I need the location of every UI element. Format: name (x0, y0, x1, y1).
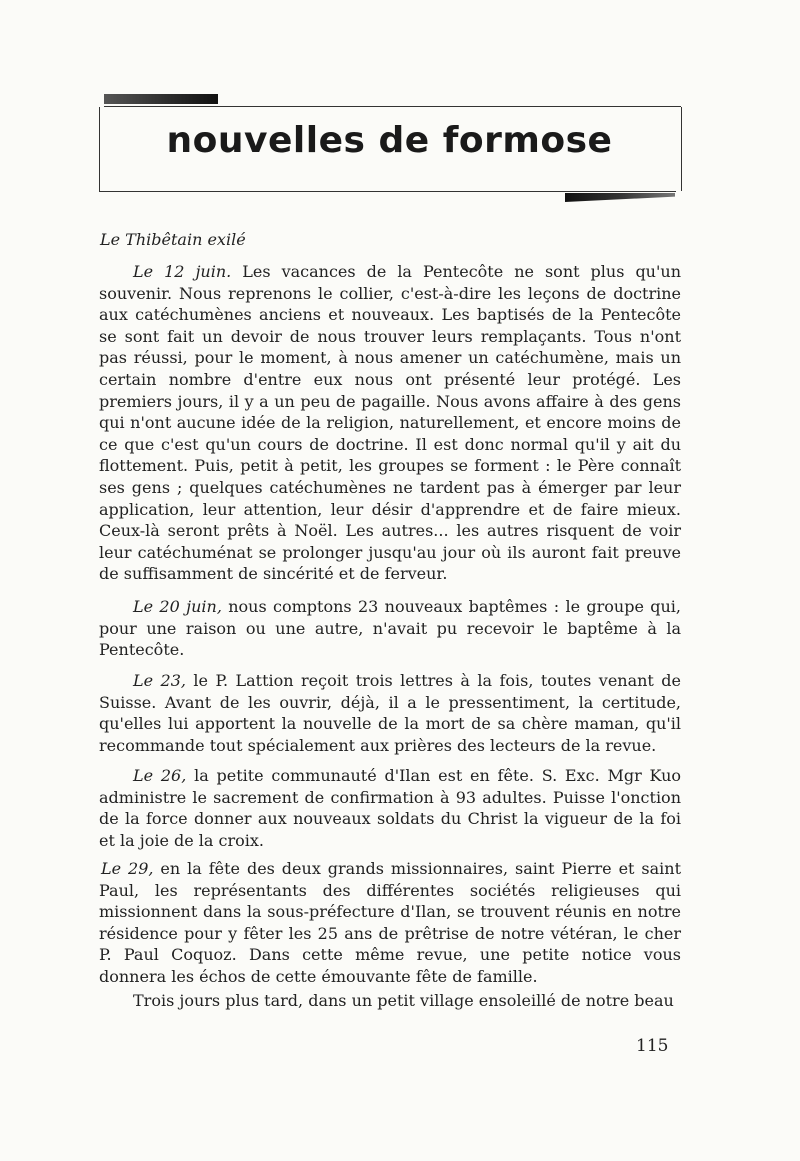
paragraph-trois-jours (99, 990, 681, 1012)
section-title: Le Thibêtain exilé (100, 230, 246, 249)
paragraph-23 (99, 670, 681, 756)
paragraph-26 (99, 765, 681, 851)
paragraph-text: Trois jours plus tard, dans un petit village ensoleillé de notre beau (133, 991, 674, 1010)
paragraph-text: en la fête des deux grands missionnaires, saint Pierre et saint Paul, les représentants des différentes sociétés religieuses qui missionnent dans la sous-préfecture d'Ilan, se trouvent réunis en notre résidence pour y fêter les 25 ans de prêtrise de notre vétéran, le cher P. Paul Coquoz. Dans cette même revue, une petite notice vous donnera les échos de cette émouvante fête de famille. (99, 859, 682, 986)
title-frame-bar-top (104, 94, 218, 104)
title-frame-line-bottom (99, 191, 676, 192)
page-title: nouvelles de formose (166, 120, 613, 161)
paragraph-text: la petite communauté d'Ilan est en fête. S. Exc. Mgr Kuo administre le sacrement de confirmation à 93 adultes. Puisse l'onction de la force donner aux nouveaux soldats du Christ la vigueur de la foi et la joie de la croix. (99, 766, 682, 850)
paragraph-20-juin (99, 596, 681, 661)
paragraph-date: Le 29, (101, 859, 154, 878)
paragraph-date: Le 12 juin. (133, 262, 232, 281)
paragraph-12-juin (99, 261, 681, 585)
paragraph-date: Le 26, (133, 766, 187, 785)
page-number: 115 (636, 1036, 669, 1056)
paragraph-date: Le 23, (133, 671, 186, 690)
title-frame-bar-bottom (565, 193, 675, 202)
paragraph-text: Les vacances de la Pentecôte ne sont plus qu'un souvenir. Nous reprenons le collier, c'est-à-dire les leçons de doctrine aux catéchumènes anciens et nouveaux. Les baptisés de la Pentecôte se sont fait un devoir de nous trouver leurs remplaçants. Tous n'ont pas réussi, pour le moment, à nous amener un catéchumène, mais un certain nombre d'entre eux nous ont présenté leur protégé. Les premiers jours, il y a un peu de pagaille. Nous avons affaire à des gens qui n'ont aucune idée de la religion, naturellement, et encore moins de ce que c'est qu'un cours de doctrine. Il est donc normal qu'il y ait du flottement. Puis, petit à petit, les groupes se forment : le Père connaît ses gens ; quelques catéchumènes ne tardent pas à émerger par leur application, leur attention, leur désir d'apprendre et de faire mieux. Ceux-là seront prêts à Noël. Les autres... les autres risquent de voir leur catéchuménat se prolonger jusqu'au jour où ils auront fait preuve de suffisamment de sincérité et de ferveur. (99, 262, 681, 584)
paragraph-date: Le 20 juin, (133, 597, 222, 616)
paragraph-text: nous comptons 23 nouveaux baptêmes : le groupe qui, pour une raison ou une autre, n'avait pu recevoir le baptême à la Pentecôte. (99, 597, 681, 660)
paragraph-text: le P. Lattion reçoit trois lettres à la fois, toutes venant de Suisse. Avant de les ouvrir, déjà, il a le pressentiment, la certitude, qu'elles lui apportent la nouvelle de la mort de sa chère maman, qu'il recommande tout spécialement aux prières des lecteurs de la revue. (99, 671, 682, 755)
paragraph-29 (99, 858, 681, 988)
